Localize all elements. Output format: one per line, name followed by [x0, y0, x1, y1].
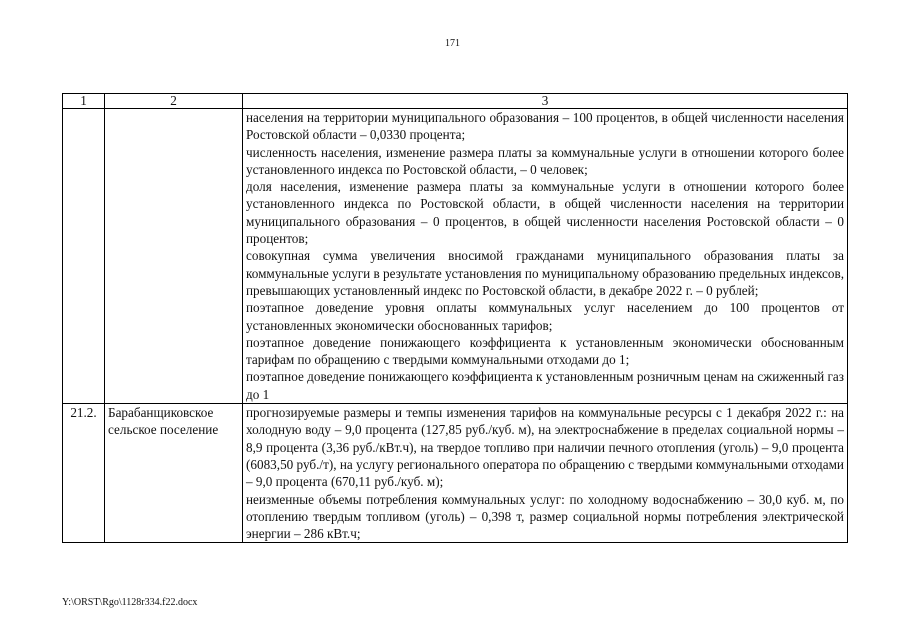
row-text-cell [243, 404, 848, 543]
file-path-footer: Y:\ORST\Rgo\1128r334.f22.docx [62, 597, 198, 608]
paragraph: численность населения, изменение размера платы за коммунальные услуги в отношении которого более установленного индекса по Ростовской области, – 0 человек; [246, 144, 844, 177]
paragraph: поэтапное доведение уровня оплаты коммунальных услуг населением до 100 процентов от установленных экономически обоснованных тарифов; [246, 300, 844, 333]
table-header-row [63, 94, 848, 109]
paragraph: поэтапное доведение понижающего коэффициента к установленным розничным ценам на сжиженный газ до 1 [246, 369, 844, 402]
paragraph: доля населения, изменение размера платы за коммунальные услуги в отношении которого более установленного индекса по Ростовской области, в общей численности населения на территории муниципального образования – 0 процентов, в общей численности населения Ростовской области – 0 процентов; [246, 179, 844, 247]
paragraph: неизменные объемы потребления коммунальных услуг: по холодному водоснабжению – 30,0 куб. м, по отоплению твердым топливом (уголь) – 0,398 т, размер социальной нормы потребления электрической энергии – 286 кВт.ч; [246, 491, 844, 542]
table-row [63, 404, 848, 543]
row-name-cell [105, 109, 243, 404]
page-number: 171 [445, 38, 460, 49]
paragraph: поэтапное доведение понижающего коэффициента к установленным экономически обоснованным тарифам по обращению с твердыми коммунальными отходами до 1; [246, 334, 844, 368]
row-text-cell [243, 109, 848, 404]
row-number-cell: 21.2. [63, 404, 105, 543]
column-header: 1 [63, 94, 105, 109]
paragraph: совокупная сумма увеличения вносимой гражданами муниципального образования платы за коммунальные услуги в результате установления по муниципальному образованию предельных индексов, превышающих установленный индекс по Ростовской области, в декабре 2022 г. – 0 рублей; [246, 248, 844, 298]
row-number-cell [63, 109, 105, 404]
document-table [62, 93, 848, 543]
column-header: 3 [243, 94, 848, 109]
paragraph: населения на территории муниципального образования – 100 процентов, в общей численности населения Ростовской области – 0,0330 процента; [246, 110, 844, 143]
paragraph: прогнозируемые размеры и темпы изменения тарифов на коммунальные ресурсы с 1 декабря 2022 г.: на холодную воду – 9,0 процента (127,85 руб./куб. м), на электроснабжение в пределах социальной нормы – 8,9 процента (3,36 руб./кВт.ч), на твердое топливо при наличии печного отопления (уголь) – 9,0 процента (6083,50 руб./т), на услугу регионального оператора по обращению с твердыми коммунальными отходами – 9,0 процента (670,11 руб./куб. м); [246, 405, 844, 490]
row-name-cell: Барабанщиковское сельское поселение [105, 404, 243, 543]
table-row [63, 109, 848, 404]
column-header: 2 [105, 94, 243, 109]
